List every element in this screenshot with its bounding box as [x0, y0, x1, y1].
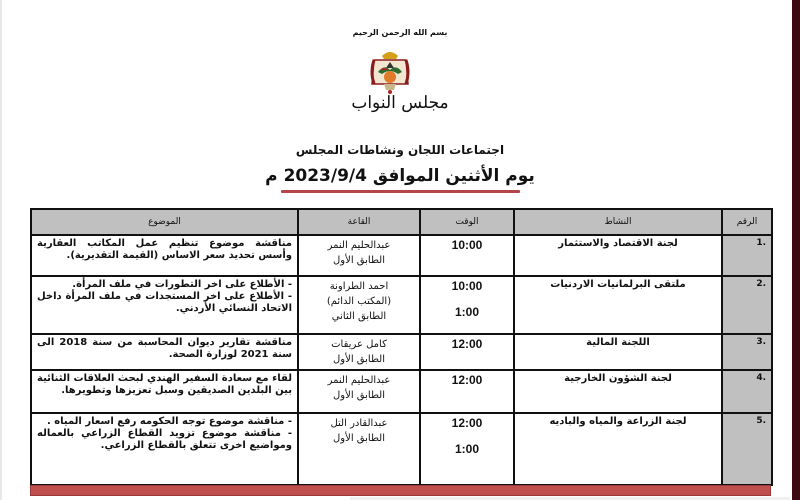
hall-name: عبدالحليم النمر — [327, 375, 391, 386]
footer-red-bar — [30, 485, 771, 496]
row-number: .5 — [722, 413, 772, 485]
row-topic — [31, 235, 298, 276]
row-activity: لجنة الزراعة والمياه والباديه — [514, 413, 722, 485]
row-time — [420, 235, 514, 276]
hall-floor: الطابق الأول — [333, 354, 385, 365]
row-number: .4 — [722, 370, 772, 413]
row-activity: لجنة الاقتصاد والاستثمار — [514, 235, 722, 276]
header-time: الوقت — [420, 209, 514, 235]
header-number: الرقم — [722, 209, 772, 235]
row-time — [420, 413, 514, 485]
schedule-table — [30, 208, 773, 486]
row-time — [420, 334, 514, 370]
row-hall — [298, 370, 420, 413]
table-row — [31, 334, 772, 370]
row-time — [420, 276, 514, 334]
row-activity: لجنة الشؤون الخارجية — [514, 370, 722, 413]
basmala-text: بسم الله الرحمن الرحيم — [352, 28, 448, 37]
time-value: 10:00 — [451, 279, 483, 293]
row-number: .1 — [722, 235, 772, 276]
table-row — [31, 370, 772, 413]
row-topic — [31, 413, 298, 485]
row-hall — [298, 235, 420, 276]
row-time — [420, 370, 514, 413]
topic-text: مناقشة تقارير ديوان المحاسبة من سنة 2018 الى سنة 2021 لوزارة الصحة. — [37, 337, 293, 360]
topic-text: - مناقشة موضوع توجه الحكومه رفع اسعار المياه . — [46, 416, 292, 427]
table-row — [31, 276, 772, 334]
time-value: 12:00 — [451, 337, 483, 351]
row-topic — [31, 276, 298, 334]
table-header-row — [31, 209, 772, 235]
row-hall — [298, 334, 420, 370]
row-activity: ملتقى البرلمانيات الاردنيات — [514, 276, 722, 334]
row-hall — [298, 276, 420, 334]
hall-name: عبدالحليم النمر — [327, 240, 391, 251]
time-value: 10:00 — [451, 238, 483, 252]
time-value: 1:00 — [454, 305, 480, 319]
row-number: .3 — [722, 334, 772, 370]
row-topic — [31, 370, 298, 413]
title-underline — [281, 190, 520, 193]
side-border-strip — [792, 0, 800, 500]
table-row — [31, 235, 772, 276]
row-activity: اللجنة المالية — [514, 334, 722, 370]
date-title: يوم الأثنين الموافق 2023/9/4 م — [265, 166, 535, 186]
page-heading: اجتماعات اللجان ونشاطات المجلس — [295, 143, 505, 157]
time-value: 12:00 — [451, 416, 483, 430]
header-topic: الموضوع — [31, 209, 298, 235]
hall-name: كامل عريقات — [331, 339, 387, 350]
topic-text: مناقشة موضوع تنظيم عمل المكاتب العقارية وأسس تحديد سعر الاساس (القيمة التقديرية). — [37, 238, 292, 261]
time-value: 12:00 — [451, 373, 483, 387]
topic-text: - الأطلاع على اخر المستجدات في ملف المرأة داخل الاتحاد النسائي الأردني. — [37, 291, 292, 314]
topic-text: - الأطلاع على اخر التطورات في ملف المرأة. — [72, 279, 292, 290]
hall-office: (المكتب الدائم) — [326, 296, 392, 307]
table-row — [31, 413, 772, 485]
hall-floor: الطابق الأول — [333, 433, 385, 444]
time-value: 1:00 — [454, 442, 480, 456]
header-activity: النشاط — [514, 209, 722, 235]
hall-name: احمد الطراونة — [329, 281, 389, 292]
topic-text: لقاء مع سعادة السفير الهندي لبحث العلاقات الثنائية بين البلدين الصديقين وسبل تعزيزها وتطويرها. — [37, 373, 292, 396]
parliament-name: مجلس النواب — [351, 93, 449, 113]
hall-floor: الطابق الأول — [333, 255, 385, 266]
hall-floor: الطابق الأول — [333, 390, 385, 401]
header-hall: القاعة — [298, 209, 420, 235]
hall-floor: الطابق الثاني — [331, 311, 387, 322]
hall-name: عبدالقادر التل — [330, 418, 388, 429]
page-edge — [0, 0, 2, 500]
row-topic — [31, 334, 298, 370]
row-number: .2 — [722, 276, 772, 334]
jordan-coat-of-arms-icon — [364, 48, 416, 94]
topic-text: - مناقشة موضوع تزويد القطاع الزراعي بالعماله ومواضيع اخرى تتعلق بالقطاع الزراعي. — [37, 428, 292, 451]
row-hall — [298, 413, 420, 485]
